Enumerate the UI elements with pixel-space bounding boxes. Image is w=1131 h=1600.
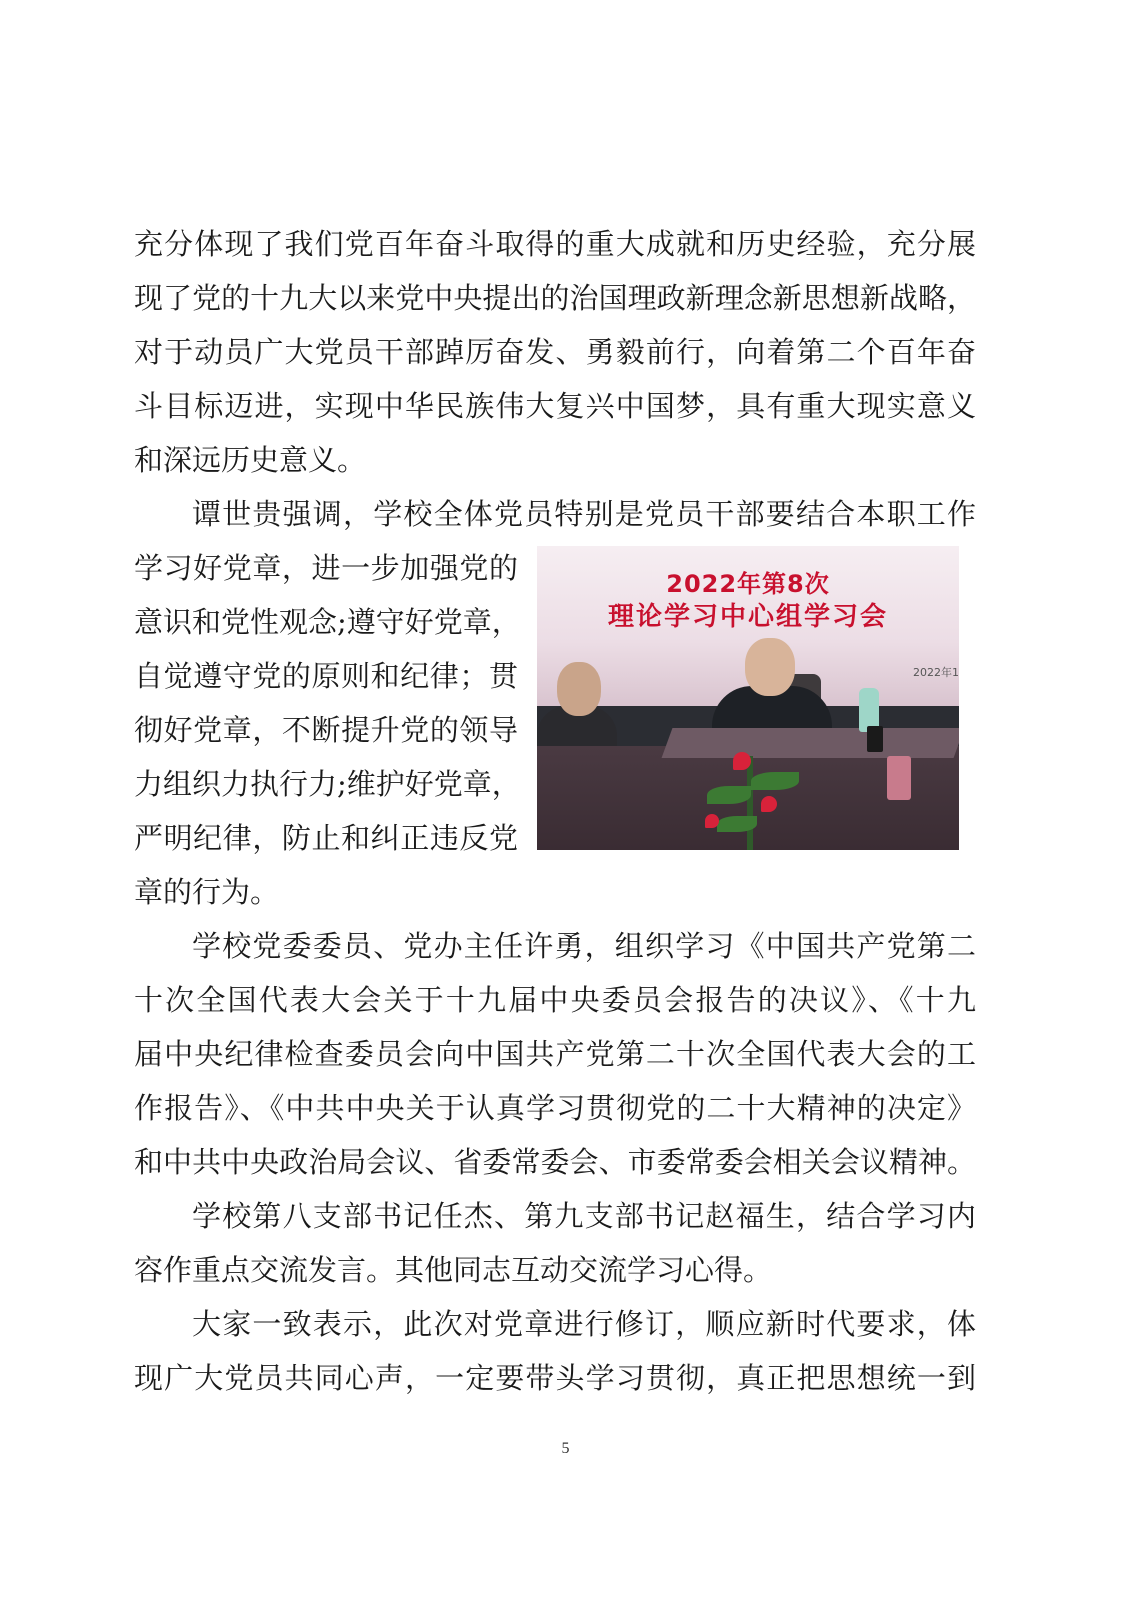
body-line: 斗目标迈进，实现中华民族伟大复兴中国梦，具有重大现实意义	[134, 389, 976, 423]
body-line-wrapped: 意识和党性观念;遵守好党章，	[134, 605, 521, 639]
paragraph-first-line: 大家一致表示，此次对党章进行修订，顺应新时代要求，体	[192, 1307, 976, 1341]
photo-table-top	[662, 728, 959, 758]
body-line: 现了党的十九大以来党中央提出的治国理政新理念新思想新战略，	[134, 281, 976, 315]
page-number: 5	[561, 1440, 570, 1457]
photo-plant-leaf	[751, 772, 799, 790]
meeting-photo	[537, 546, 959, 850]
body-line: 章的行为。	[134, 875, 280, 909]
body-line-wrapped: 学习好党章，进一步加强党的	[134, 551, 518, 585]
photo-plant-stem	[747, 756, 753, 850]
photo-flower	[733, 752, 751, 770]
photo-person-left-head	[557, 662, 601, 716]
body-line-wrapped: 严明纪律，防止和纠正违反党	[134, 821, 518, 855]
paragraph-first-line: 谭世贵强调，学校全体党员特别是党员干部要结合本职工作	[192, 497, 976, 531]
body-line-wrapped: 力组织力执行力;维护好党章，	[134, 767, 521, 801]
body-line: 作报告》、《中共中央关于认真学习贯彻党的二十大精神的决定》	[134, 1091, 976, 1125]
photo-flower	[761, 796, 777, 812]
photo-plant-leaf	[707, 786, 751, 804]
photo-banner-title: 2022年第8次	[666, 570, 830, 598]
photo-flower	[705, 814, 719, 828]
paragraph-first-line: 学校党委委员、党办主任许勇，组织学习《中国共产党第二	[192, 929, 976, 963]
body-line: 十次全国代表大会关于十九届中央委员会报告的决议》、《十九	[134, 983, 976, 1017]
photo-cup	[887, 756, 911, 800]
body-line: 充分体现了我们党百年奋斗取得的重大成就和历史经验，充分展	[134, 227, 976, 261]
paragraph-first-line: 学校第八支部书记任杰、第九支部书记赵福生，结合学习内	[192, 1199, 976, 1233]
body-line-wrapped: 彻好党章，不断提升党的领导	[134, 713, 518, 747]
photo-banner-subtitle: 理论学习中心组学习会	[607, 602, 888, 632]
body-line: 和深远历史意义。	[134, 443, 367, 477]
body-line: 对于动员广大党员干部踔厉奋发、勇毅前行，向着第二个百年奋	[134, 335, 976, 369]
photo-person-center-head	[745, 638, 795, 696]
photo-banner-date: 2022年1	[913, 666, 959, 679]
body-line-wrapped: 自觉遵守党的原则和纪律；贯	[134, 659, 518, 693]
body-line: 届中央纪律检查委员会向中国共产党第二十次全国代表大会的工	[134, 1037, 976, 1071]
body-line: 现广大党员共同心声，一定要带头学习贯彻，真正把思想统一到	[134, 1361, 976, 1395]
photo-cup	[867, 726, 883, 752]
photo-plant-leaf	[717, 816, 757, 832]
body-line: 容作重点交流发言。其他同志互动交流学习心得。	[134, 1253, 773, 1287]
body-line: 和中共中央政治局会议、省委常委会、市委常委会相关会议精神。	[134, 1145, 976, 1179]
